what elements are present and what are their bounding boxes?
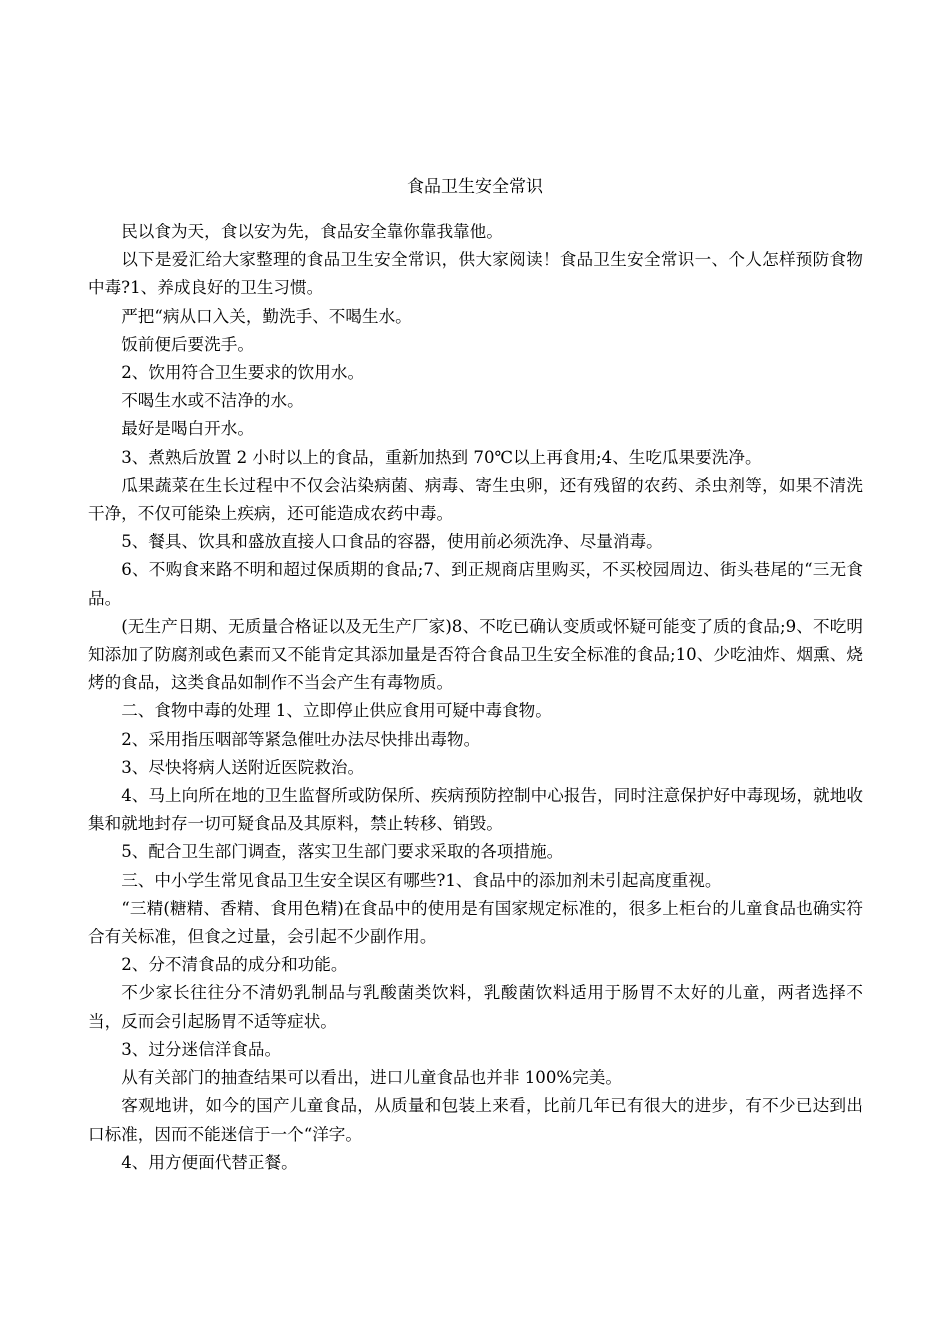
paragraph: 不少家长往往分不清奶乳制品与乳酸菌类饮料，乳酸菌饮料适用于肠胃不太好的儿童，两者选择不当，反而会引起肠胃不适等症状。 — [88, 983, 863, 1031]
paragraph: 三、中小学生常见食品卫生安全误区有哪些?1、食品中的添加剂未引起高度重视。 — [121, 870, 722, 890]
paragraph: 4、用方便面代替正餐。 — [121, 1152, 298, 1172]
paragraph: 饭前便后要洗手。 — [121, 334, 254, 354]
paragraph: 5、餐具、饮具和盛放直接人口食品的容器，使用前必须洗净、尽量消毒。 — [121, 532, 663, 552]
paragraph: 3、过分迷信洋食品。 — [121, 1039, 282, 1059]
paragraph: 6、不购食来路不明和超过保质期的食品;7、到正规商店里购买，不买校园周边、街头巷尾的“三无食品。 — [88, 560, 863, 608]
paragraph: 3、尽快将病人送附近医院救治。 — [121, 757, 365, 777]
paragraph: 2、采用指压咽部等紧急催吐办法尽快排出毒物。 — [121, 729, 481, 749]
paragraph: 最好是喝白开水。 — [121, 419, 254, 439]
paragraph: 4、马上向所在地的卫生监督所或防保所、疾病预防控制中心报告，同时注意保护好中毒现场，就地收集和就地封存一切可疑食品及其原料，禁止转移、销毁。 — [88, 786, 863, 834]
paragraph: 不喝生水或不洁净的水。 — [121, 391, 304, 411]
paragraph: 客观地讲，如今的国产儿童食品，从质量和包装上来看，比前几年已有很大的进步，有不少已达到出口标准，因而不能迷信于一个“洋字。 — [88, 1096, 863, 1144]
paragraph: 以下是爱汇给大家整理的食品卫生安全常识，供大家阅读！食品卫生安全常识一、个人怎样预防食物中毒?1、养成良好的卫生习惯。 — [88, 250, 863, 298]
paragraph: “三精(糖精、香精、食用色精)在食品中的使用是有国家规定标准的，很多上柜台的儿童食品也确实符合有关标准，但食之过量，会引起不少副作用。 — [88, 898, 863, 947]
paragraph: (无生产日期、无质量合格证以及无生产厂家)8、不吃已确认变质或怀疑可能变了质的食品;9、不吃明知添加了防腐剂或色素而又不能肯定其添加量是否符合食品卫生安全标准的食品;10、少吃油炸、烟熏、烧烤的食品，这类食品如制作不当会产生有毒物质。 — [88, 616, 863, 693]
paragraph: 从有关部门的抽查结果可以看出，进口儿童食品也并非 100%完美。 — [121, 1068, 622, 1088]
paragraph: 3、煮熟后放置 2 小时以上的食品，重新加热到 70℃以上再食用;4、生吃瓜果要洗净。 — [121, 447, 762, 467]
paragraph: 二、食物中毒的处理 1、立即停止供应食用可疑中毒食物。 — [121, 701, 552, 721]
paragraph: 严把“病从口入关，勤洗手、不喝生水。 — [121, 306, 412, 326]
page-title: 食品卫生安全常识 — [407, 177, 543, 197]
paragraph: 2、饮用符合卫生要求的饮用水。 — [121, 363, 365, 383]
document-body — [88, 218, 863, 1177]
paragraph: 民以食为天，食以安为先，食品安全靠你靠我靠他。 — [121, 222, 503, 241]
paragraph: 瓜果蔬菜在生长过程中不仅会沾染病菌、病毒、寄生虫卵，还有残留的农药、杀虫剂等，如果不清洗干净，不仅可能染上疾病，还可能造成农药中毒。 — [88, 475, 863, 524]
paragraph: 5、配合卫生部门调查，落实卫生部门要求采取的各项措施。 — [121, 842, 564, 862]
paragraph: 2、分不清食品的成分和功能。 — [121, 955, 348, 975]
